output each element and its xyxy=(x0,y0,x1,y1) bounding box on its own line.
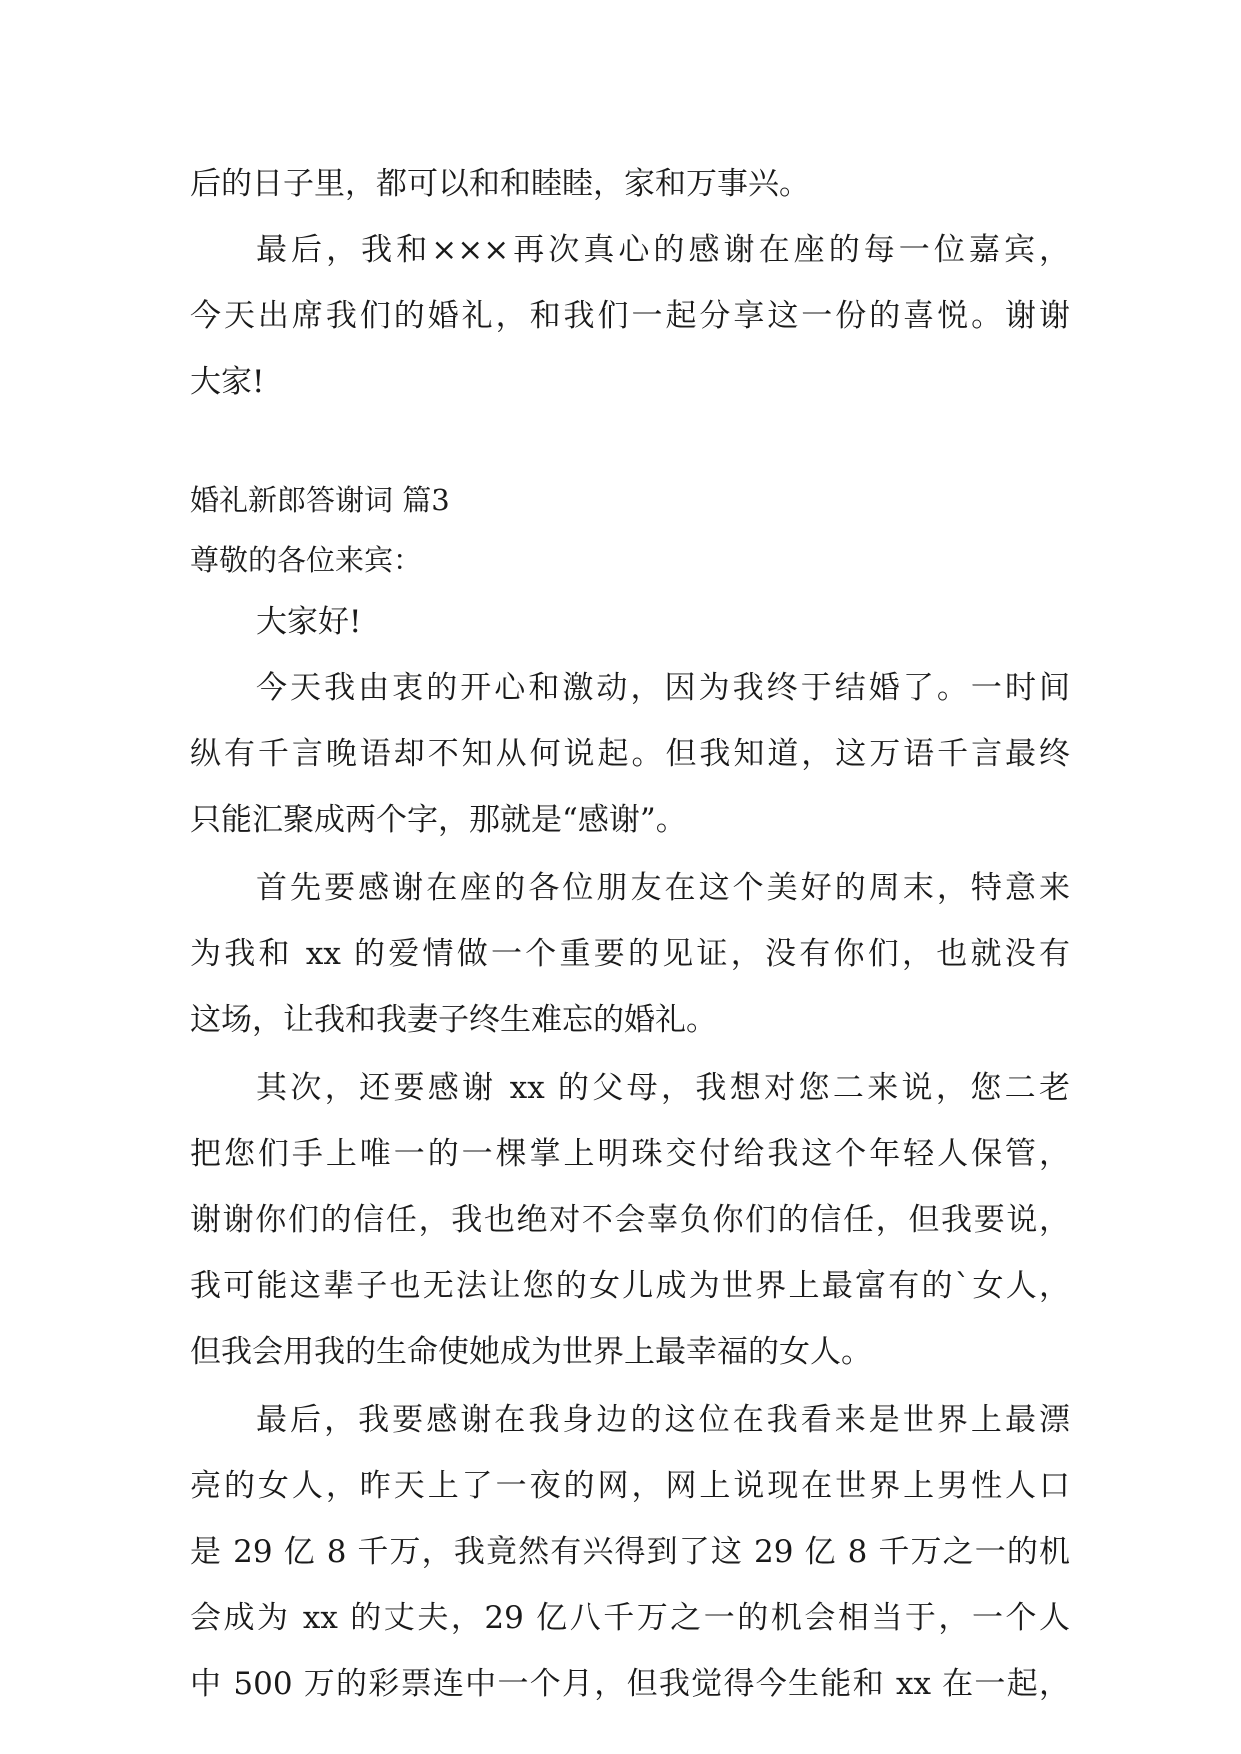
greeting: 大家好! xyxy=(256,604,362,640)
paragraph3-line-4: 我可能这辈子也无法让您的女儿成为世界上最富有的`女人， xyxy=(190,1268,1070,1304)
paragraph1-line-2: 纵有千言晚语却不知从何说起。但我知道，这万语千言最终 xyxy=(190,736,1070,772)
closing-paragraph-line-3: 大家! xyxy=(190,364,265,400)
paragraph4-line-5: 中 500 万的彩票连中一个月，但我觉得今生能和 xx 在一起， xyxy=(190,1666,1070,1702)
paragraph4-line-1: 最后，我要感谢在我身边的这位在我看来是世界上最漂 xyxy=(256,1402,1070,1438)
paragraph4-line-4: 会成为 xx 的丈夫，29 亿八千万之一的机会相当于，一个人 xyxy=(190,1600,1070,1636)
paragraph2-line-2: 为我和 xx 的爱情做一个重要的见证，没有你们，也就没有 xyxy=(190,936,1070,972)
closing-paragraph-line-1: 最后，我和×××再次真心的感谢在座的每一位嘉宾， xyxy=(256,232,1070,268)
prev-section-last-line: 后的日子里，都可以和和睦睦，家和万事兴。 xyxy=(190,166,810,202)
paragraph4-line-2: 亮的女人，昨天上了一夜的网，网上说现在世界上男性人口 xyxy=(190,1468,1070,1504)
salutation: 尊敬的各位来宾： xyxy=(190,543,423,577)
paragraph2-line-1: 首先要感谢在座的各位朋友在这个美好的周末，特意来 xyxy=(256,870,1070,906)
paragraph3-line-1: 其次，还要感谢 xx 的父母，我想对您二来说，您二老 xyxy=(256,1070,1070,1106)
paragraph3-line-2: 把您们手上唯一的一棵掌上明珠交付给我这个年轻人保管， xyxy=(190,1136,1070,1172)
closing-paragraph-line-2: 今天出席我们的婚礼，和我们一起分享这一份的喜悦。谢谢 xyxy=(190,298,1070,334)
paragraph3-line-3: 谢谢你们的信任，我也绝对不会辜负你们的信任，但我要说， xyxy=(190,1202,1070,1238)
paragraph1-line-3: 只能汇聚成两个字，那就是“感谢”。 xyxy=(190,802,687,838)
paragraph2-line-3: 这场，让我和我妻子终生难忘的婚礼。 xyxy=(190,1002,717,1038)
paragraph3-line-5: 但我会用我的生命使她成为世界上最幸福的女人。 xyxy=(190,1334,872,1370)
paragraph1-line-1: 今天我由衷的开心和激动，因为我终于结婚了。一时间 xyxy=(256,670,1070,706)
section-title: 婚礼新郎答谢词 篇3 xyxy=(190,483,450,517)
paragraph4-line-3: 是 29 亿 8 千万，我竟然有兴得到了这 29 亿 8 千万之一的机 xyxy=(190,1534,1070,1570)
